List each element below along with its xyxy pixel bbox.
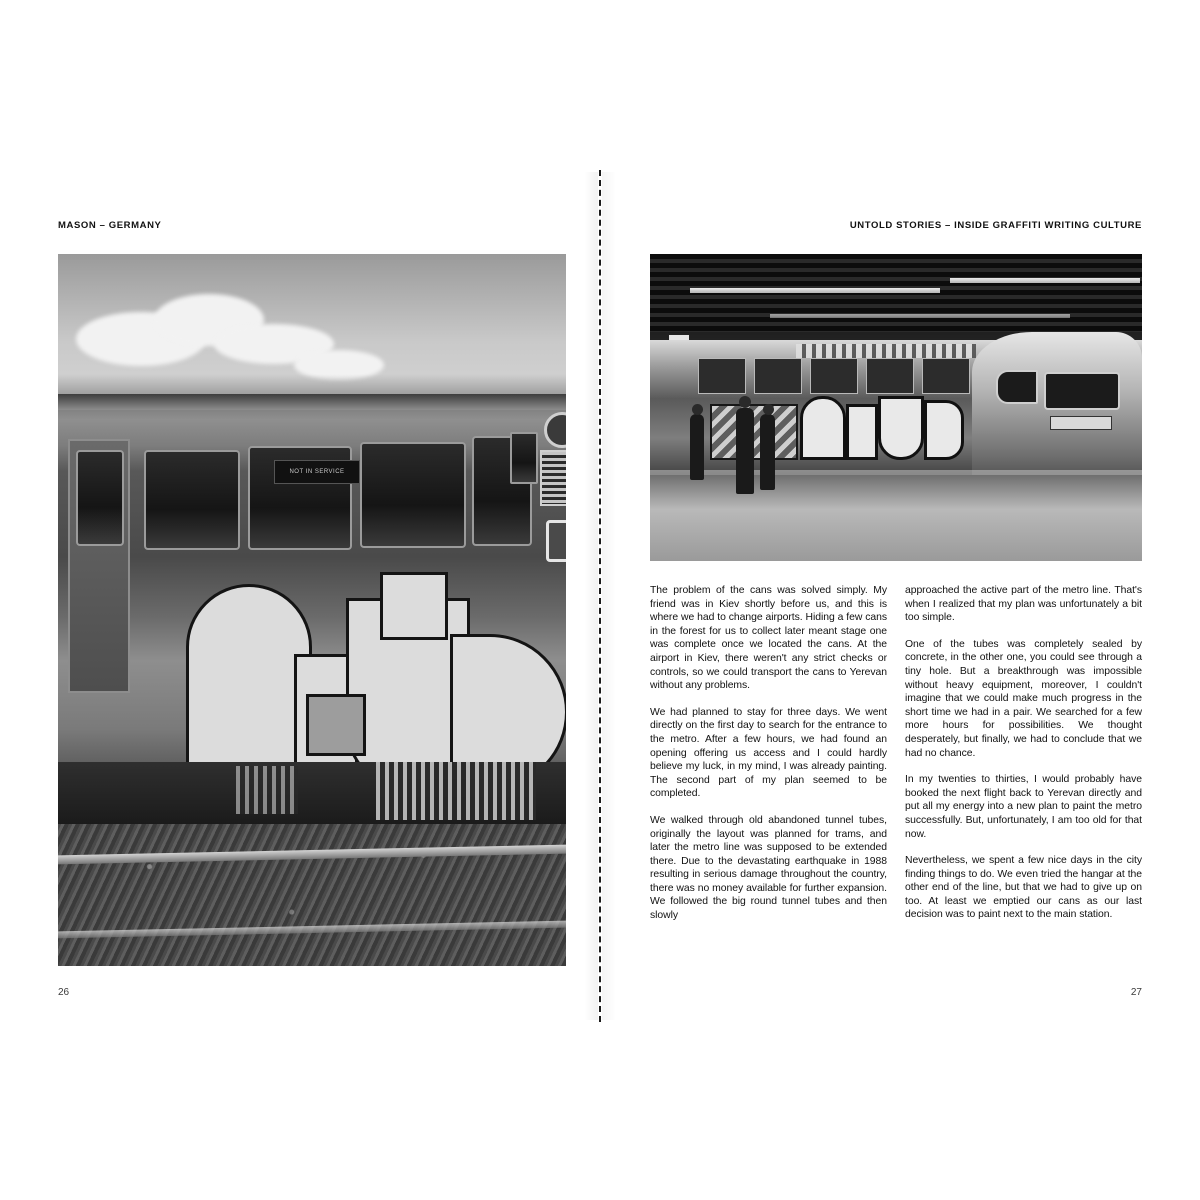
train-vent-grille xyxy=(236,766,298,814)
bicycle-pictogram-icon xyxy=(546,520,566,562)
right-page-number: 27 xyxy=(1130,987,1142,998)
train-window xyxy=(810,358,858,394)
station-platform xyxy=(650,475,1142,561)
right-running-head: UNTOLD STORIES – INSIDE GRAFFITI WRITING CULTURE xyxy=(849,220,1142,231)
photo-train-trackside xyxy=(58,254,566,966)
photo-metro-station xyxy=(650,254,1142,561)
train-number-plate xyxy=(1050,416,1112,430)
train-window xyxy=(754,358,802,394)
body-text xyxy=(650,584,1142,954)
commuter xyxy=(690,414,704,480)
commuter xyxy=(736,408,754,494)
paragraph: Nevertheless, we spent a few nice days in the city finding things to do. We even tried the hangar at the other end of the line, but that we had to give up on too. At least we emptied our cans as our last decision was to paint next to the main station. xyxy=(905,855,1142,921)
graffiti-letter xyxy=(924,400,964,460)
train-window xyxy=(922,358,970,394)
commuter-head xyxy=(692,404,703,415)
train-window xyxy=(698,358,746,394)
paragraph: We had planned to stay for three days. We went directly on the first day to search for the entrance to the metro. After a few hours, we had found an opening offering us access and I could hardly believe my luck, in my mind, I was already painting. The second part of my plan seemed to be completed. xyxy=(650,706,887,800)
station-ceiling xyxy=(650,254,1142,332)
train-destination-display: NOT IN SERVICE xyxy=(274,460,360,484)
graffiti-letter xyxy=(878,396,924,460)
paragraph: approached the active part of the metro line. That's when I realized that my plan was unfortunately a bit too simple. xyxy=(905,585,1142,624)
train-window xyxy=(360,442,466,548)
left-running-head: MASON – GERMANY xyxy=(58,220,162,231)
text-column-left xyxy=(650,584,887,954)
left-page-number: 26 xyxy=(58,987,70,998)
ceiling-light xyxy=(690,288,940,293)
ceiling-light xyxy=(770,314,1070,318)
platform-edge xyxy=(650,470,1142,475)
commuter-head xyxy=(763,404,774,415)
graffiti-letter xyxy=(380,572,448,640)
commuter-head xyxy=(739,396,751,408)
graffiti-rooftop-tag xyxy=(796,344,976,358)
train-panel xyxy=(510,432,538,484)
right-page xyxy=(602,172,1190,1020)
paragraph: In my twenties to thirties, I would probably have booked the next flight back to Yerevan directly and put all my energy into a new plan to paint the metro successfully. But, unfortunately, I am too old for that now. xyxy=(905,774,1142,840)
paragraph: One of the tubes was completely sealed by concrete, in the other one, you could see through a tiny hole. But a breakthrough was impossible without heavy equipment, moreover, I couldn't imagine that we could make much progress in the short time we had in a pair. We searched for a few more hours for possibilities. We thought desperately, but finally, we had to conclude that we had no chance. xyxy=(905,638,1142,759)
graffiti-background-fill xyxy=(710,404,798,460)
cab-side-window xyxy=(996,370,1038,404)
text-column-right xyxy=(905,584,1142,954)
train-window xyxy=(144,450,240,550)
train-window xyxy=(76,450,124,546)
graffiti-letter xyxy=(800,396,846,460)
cab-window xyxy=(1044,372,1120,410)
graffiti-detail xyxy=(306,694,366,756)
commuter xyxy=(760,414,775,490)
train-vent-grille xyxy=(376,762,536,820)
paragraph: The problem of the cans was solved simply. My friend was in Kiev shortly before us, and this is where we had to change airports. Hiding a few cans in the forest for us to collect later meant stage one was complete once we located the cans. At the airport in Kiev, there weren't any strict checks or controls, so we could transport the cans to Yerevan without any problems. xyxy=(650,585,887,692)
train-window xyxy=(866,358,914,394)
train-grille xyxy=(540,450,566,506)
train-roofline xyxy=(58,394,566,410)
graffiti-letter xyxy=(846,404,878,460)
left-page xyxy=(10,172,598,1020)
ceiling-light xyxy=(950,278,1140,283)
paragraph: We walked through old abandoned tunnel tubes, originally the layout was planned for trams, and later the metro line was supposed to be extended there. Due to the devastating earthquake in 1988 resulting in serious damage throughout the country, there was no money available for further expansion. We followed the big round tunnel tubes and then slowly xyxy=(650,814,887,922)
